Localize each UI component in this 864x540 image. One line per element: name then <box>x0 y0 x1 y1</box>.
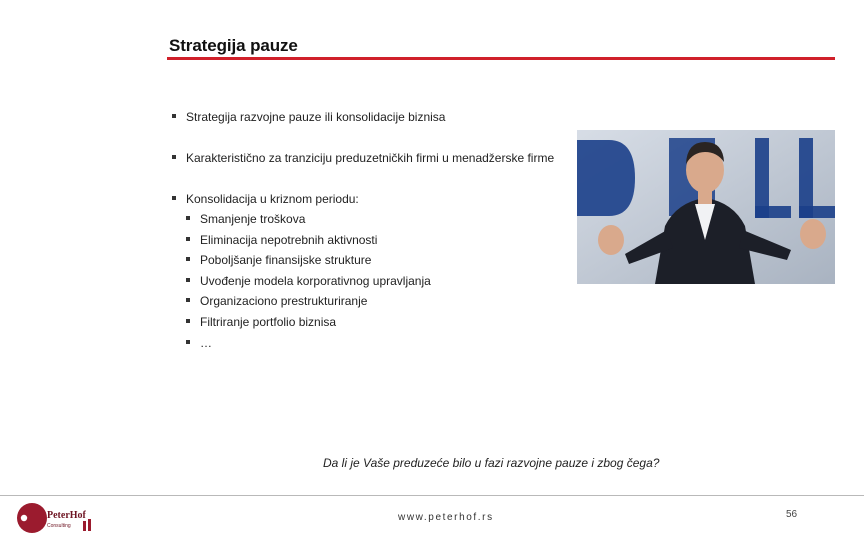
bullet-marker <box>172 114 176 118</box>
sub-bullet-text: Poboljšanje finansijske strukture <box>200 253 372 267</box>
discussion-question: Da li je Vaše preduzeće bilo u fazi razvojne pauze i zbog čega? <box>323 456 660 470</box>
title-underline <box>167 57 835 60</box>
speaker-photo <box>577 130 835 284</box>
sub-bullet-text: Organizaciono prestrukturiranje <box>200 294 368 308</box>
bullet-marker <box>172 155 176 159</box>
bullet-text: Karakteristično za tranziciju preduzetničkih firmi u menadžerske firme <box>186 151 555 165</box>
sub-bullet-item <box>186 315 336 329</box>
sub-bullet-item <box>186 253 371 267</box>
website-url[interactable]: www.peterhof.rs <box>398 512 494 523</box>
bullet-text: Strategija razvojne pauze ili konsolidacije biznisa <box>186 110 446 124</box>
slide-title: Strategija pauze <box>169 36 298 55</box>
sub-bullet-item <box>186 294 367 308</box>
bullet-marker <box>186 298 190 302</box>
bullet-marker <box>186 319 190 323</box>
footer-divider <box>0 495 864 496</box>
sub-bullet-item <box>186 336 212 350</box>
page-number: 56 <box>786 509 798 520</box>
bullet-item <box>172 110 445 124</box>
sub-bullet-text: … <box>200 336 212 350</box>
sub-bullet-text: Eliminacija nepotrebnih aktivnosti <box>200 233 378 247</box>
sub-bullet-text: Filtriranje portfolio biznisa <box>200 315 337 329</box>
bullet-text: Konsolidacija u kriznom periodu: <box>186 192 359 206</box>
bullet-marker <box>172 196 176 200</box>
bullet-marker <box>186 257 190 261</box>
svg-text:Consulting: Consulting <box>47 523 71 529</box>
bullet-marker <box>186 340 190 344</box>
svg-text:PeterHof: PeterHof <box>47 510 86 521</box>
bullet-marker <box>186 278 190 282</box>
sub-bullet-item <box>186 233 377 247</box>
bullet-marker <box>186 237 190 241</box>
peterhof-logo <box>16 502 96 534</box>
sub-bullet-text: Smanjenje troškova <box>200 212 306 226</box>
bullet-item <box>172 192 359 206</box>
bullet-marker <box>186 216 190 220</box>
bullet-item <box>172 151 554 165</box>
sub-bullet-item <box>186 212 305 226</box>
sub-bullet-text: Uvođenje modela korporativnog upravljanja <box>200 274 431 288</box>
sub-bullet-item <box>186 274 431 288</box>
